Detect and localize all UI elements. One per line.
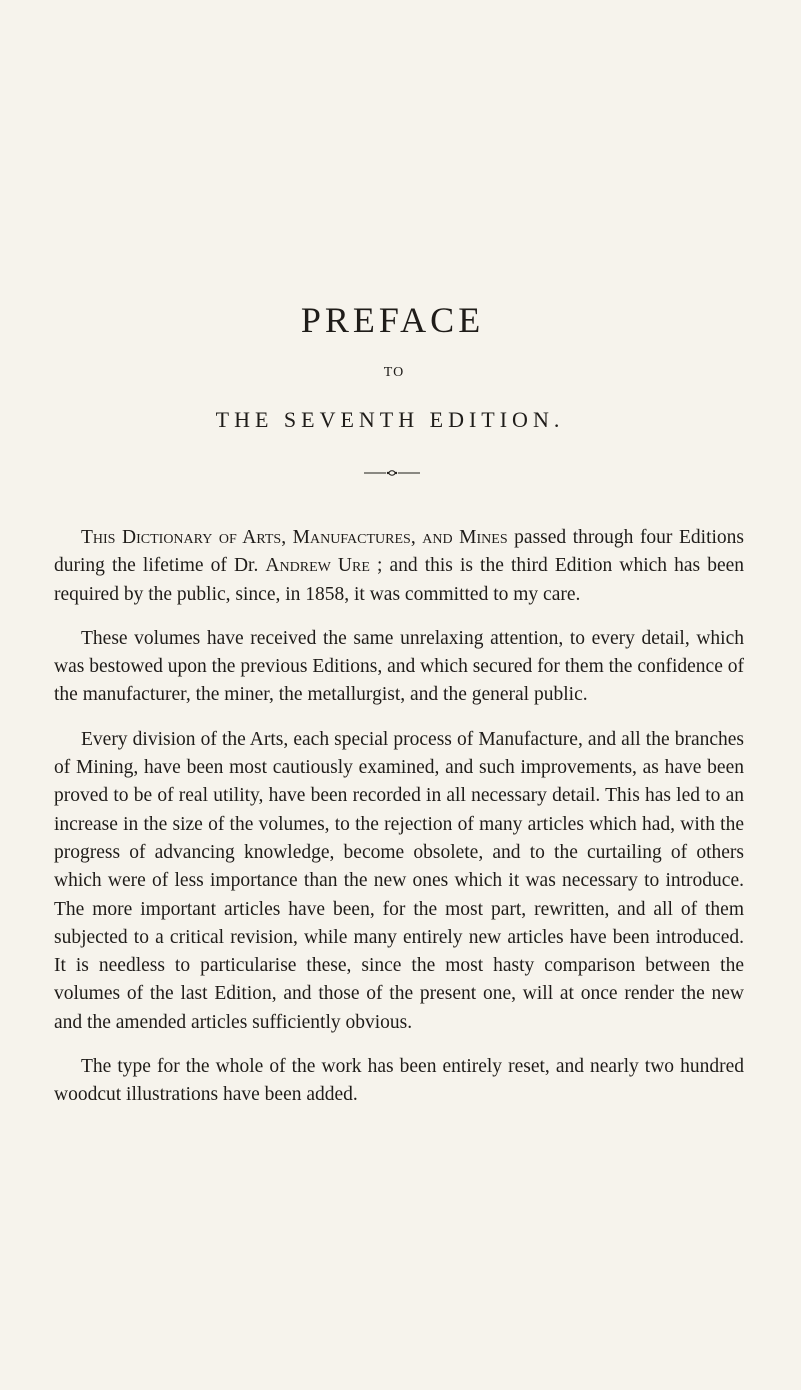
preface-body [54, 524, 744, 1126]
title-connector: TO [383, 365, 405, 380]
paragraph-2: These volumes have received the same unrelaxing attention, to every detail, which was bestowed upon the previous Editions, and which secured for them the confidence of the manufacturer, the miner, the metallurgist, and the general public. [54, 627, 744, 706]
ornament-divider [364, 468, 420, 478]
paragraph-4: The type for the whole of the work has been entirely reset, and nearly two hundred woodcut illustrations have been added. [54, 1056, 744, 1106]
dictionary-title: This Dictionary of Arts, Manufactures, and Mines [81, 527, 508, 548]
paragraph-1-text-b: ; and this is the third Edition which has been required by the public, since, in 1858, it was committed to my care. [54, 555, 744, 605]
page-subtitle: THE SEVENTH EDITION. [215, 407, 565, 432]
paragraph-1-text-a: passed through four Editions during the lifetime of Dr. [54, 527, 744, 577]
page-title: PREFACE [300, 300, 485, 340]
author-name: Andrew Ure [265, 555, 370, 577]
paragraph-3: Every division of the Arts, each special process of Manufacture, and all the branches of Mining, have been most cautiously examined, and such improvements, as have been proved to be of real utility, have been recorded in all necessary detail. This has led to an increase in the size of the volumes, to the rejection of many articles which had, with the progress of advancing knowledge, become obsolete, and to the curtailing of others which were of less importance than the new ones which it was necessary to introduce. The more important articles have been, for the most part, rewritten, and all of them subjected to a critical revision, while many entirely new articles have been introduced. It is needless to particularise these, since the most hasty comparison between the volumes of the last Edition, and those of the present one, will at once render the new and the amended articles sufficiently obvious. [54, 728, 744, 1033]
paragraph-1 [54, 524, 744, 609]
